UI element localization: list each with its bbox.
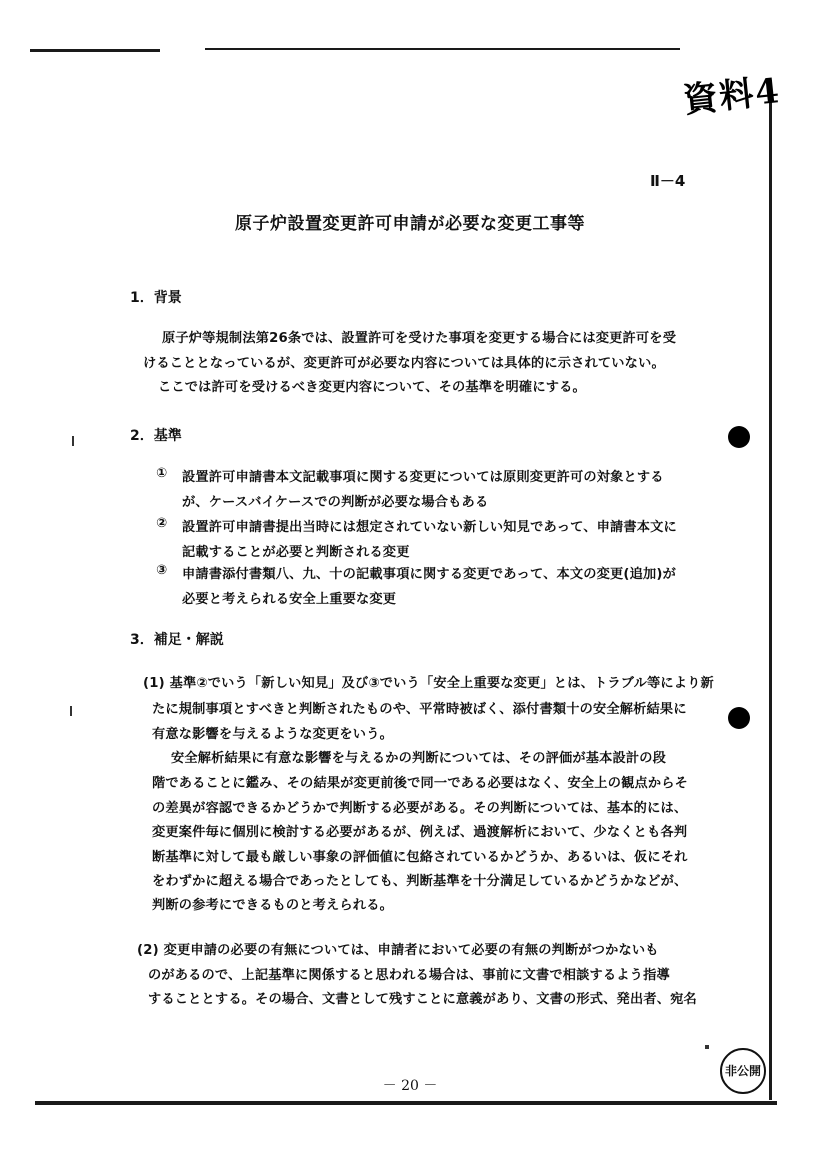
criterion-line: 設置許可申請書提出当時には想定されていない新しい知見であって、申請書本文に (182, 520, 677, 535)
para2-line: のがあるので、上記基準に関係すると思われる場合は、事前に文書で相談するよう指導 (148, 968, 670, 983)
page-number: － 20 － (382, 1078, 438, 1094)
para1-line: の差異が容認できるかどうかで判断する必要がある。その判断については、基本的には、 (152, 801, 688, 816)
criterion-line: 必要と考えられる安全上重要な変更 (182, 592, 397, 607)
criterion-line: が、ケースバイケースでの判断が必要な場合もある (182, 495, 489, 510)
binder-hole-upper (728, 426, 750, 448)
top-rule-left (30, 49, 160, 52)
para2-line: (2) 変更申請の必要の有無については、申請者において必要の有無の判断がつかないも (137, 943, 659, 958)
handwritten-label: 資料4 (681, 70, 783, 121)
top-rule-right (205, 48, 680, 50)
page-title: 原子炉設置変更許可申請が必要な変更工事等 (235, 214, 585, 234)
criterion-marker: ② (156, 516, 168, 531)
para1-line: 階であることに鑑み、その結果が変更前後で同一である必要はなく、安全上の観点からそ (152, 776, 689, 791)
confidential-stamp: 非公開 (720, 1048, 766, 1094)
section1-line: ここでは許可を受けるべき変更内容について、その基準を明確にする。 (158, 380, 586, 395)
para1-line: 判断の参考にできるものと考えられる。 (152, 898, 393, 913)
section2-heading: 2．基準 (130, 428, 182, 444)
doc-number: Ⅱ－4 (650, 172, 686, 190)
scan-speck (705, 1045, 709, 1049)
para1-line: 断基準に対して最も厳しい事象の評価値に包絡されているかどうか、あるいは、仮にそれ (152, 850, 688, 865)
section1-heading: 1．背景 (130, 290, 182, 306)
section1-line: 原子炉等規制法第26条では、設置許可を受けた事項を変更する場合には変更許可を受 (162, 331, 677, 346)
para1-line: 安全解析結果に有意な影響を与えるかの判断については、その評価が基本設計の段 (171, 751, 667, 766)
para1-line: (1) 基準②でいう「新しい知見」及び③でいう「安全上重要な変更」とは、トラブル等により新 (143, 676, 714, 691)
binder-hole-lower (728, 707, 750, 729)
scan-speck (70, 706, 72, 716)
criterion-line: 記載することが必要と判断される変更 (182, 545, 410, 560)
para1-line: 変更案件毎に個別に検討する必要があるが、例えば、過渡解析において、少なくとも各判 (152, 825, 688, 840)
criterion-marker: ① (156, 466, 168, 481)
section3-heading: 3．補足・解説 (130, 632, 224, 648)
para1-line: たに規制事項とすべきと判断されたものや、平常時被ばく、添付書類十の安全解析結果に (152, 702, 687, 717)
para1-line: 有意な影響を与えるような変更をいう。 (152, 727, 393, 742)
para2-line: することとする。その場合、文書として残すことに意義があり、文書の形式、発出者、宛名 (148, 992, 697, 1007)
criterion-line: 申請書添付書類八、九、十の記載事項に関する変更であって、本文の変更(追加)が (182, 567, 677, 582)
criterion-marker: ③ (156, 563, 168, 578)
criterion-line: 設置許可申請書本文記載事項に関する変更については原則変更許可の対象とする (182, 470, 664, 485)
para1-line: をわずかに超える場合であったとしても、判断基準を十分満足しているかどうかなどが、 (152, 874, 688, 889)
section1-line: けることとなっているが、変更許可が必要な内容については具体的に示されていない。 (143, 356, 665, 371)
bottom-rule (35, 1101, 777, 1105)
scan-speck (72, 436, 74, 446)
